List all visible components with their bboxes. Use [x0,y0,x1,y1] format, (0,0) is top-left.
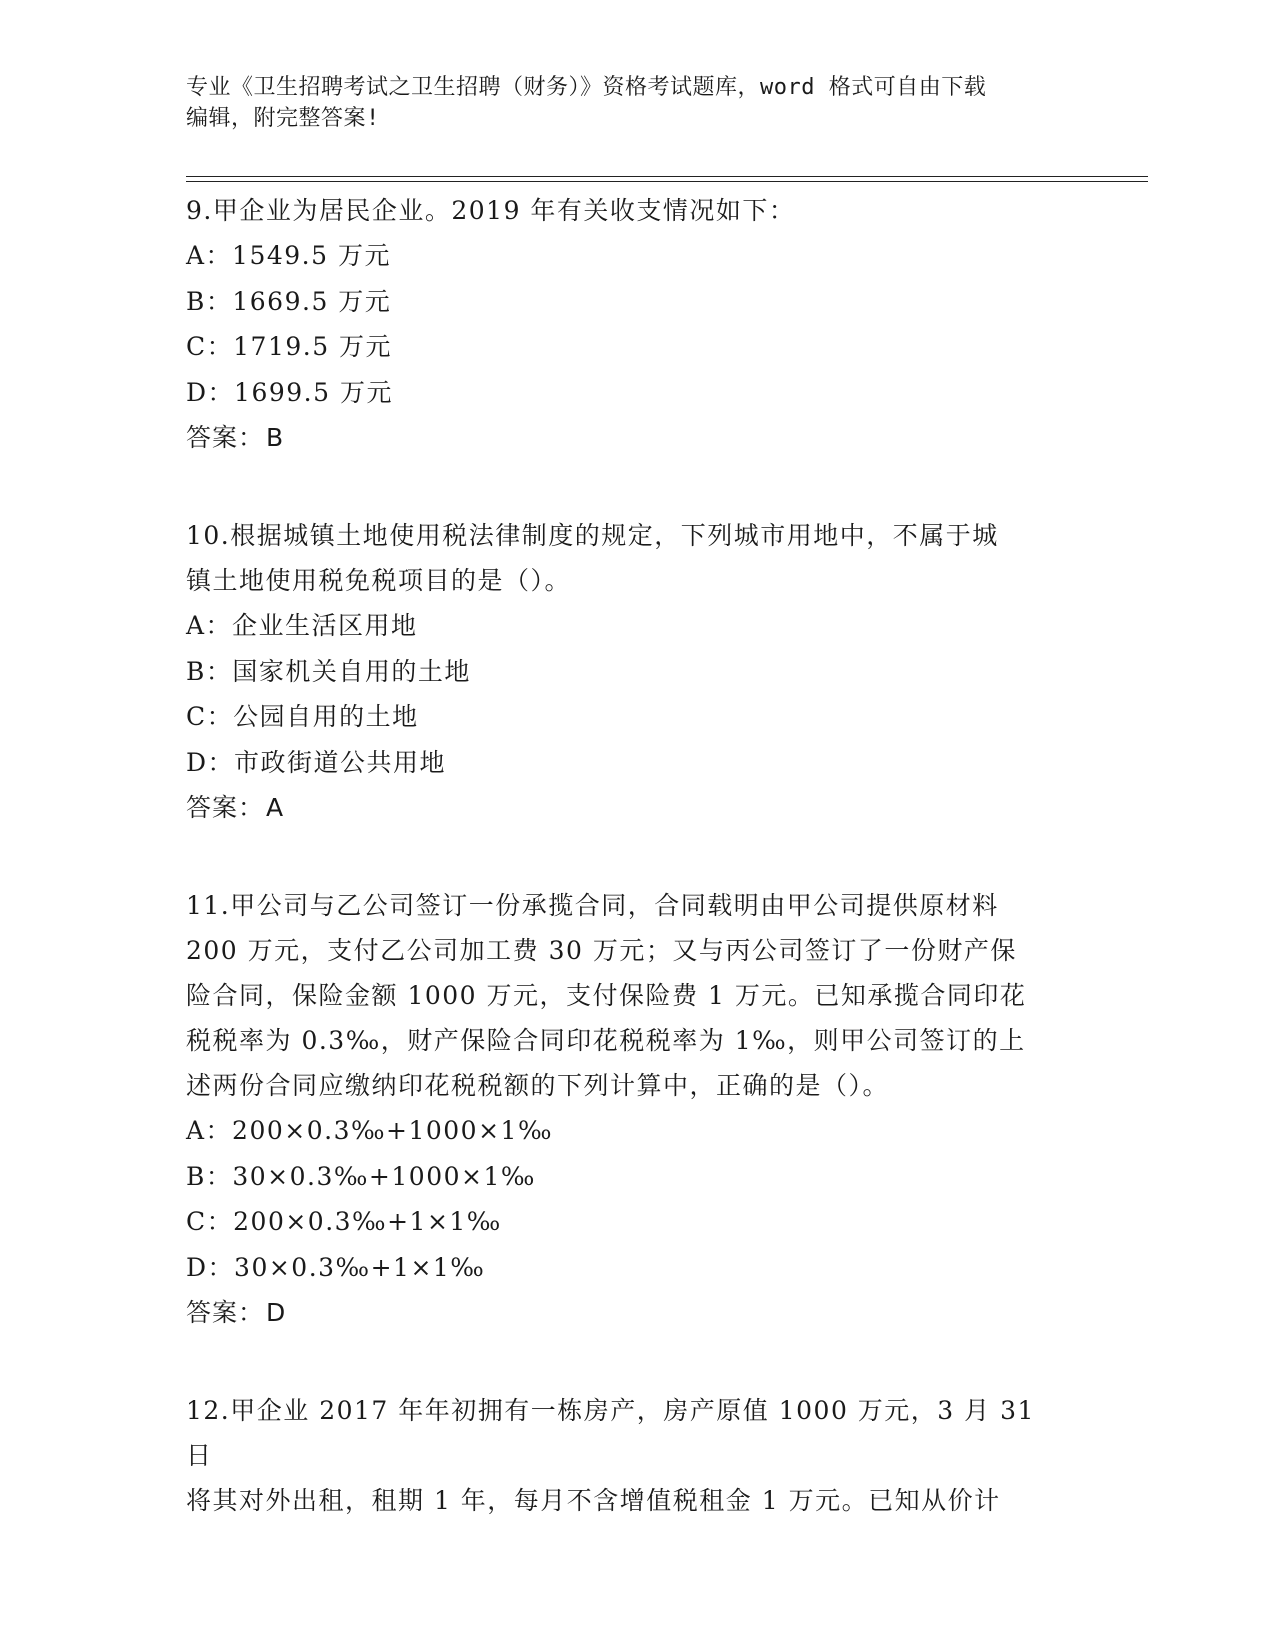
question-stem-line: 镇土地使用税免税项目的是（）。 [186,566,572,595]
answer-line [186,785,1066,830]
answer-value: D [266,1298,287,1327]
question-stem-line: 12.甲企业 2017 年年初拥有一栋房产，房产原值 1000 万元，3 月 31 日 [186,1396,1035,1470]
answer-line [186,415,1066,460]
option-b: B：国家机关自用的土地 [186,656,471,686]
option-d: D：市政街道公共用地 [186,747,447,777]
question-stem-line: 9.甲企业为居民企业。2019 年有关收支情况如下： [186,196,796,225]
option-a: A：200×0.3‰+1000×1‰ [186,1116,553,1145]
question-stem-line: 险合同，保险金额 1000 万元，支付保险费 1 万元。已知承揽合同印花 [186,981,1027,1010]
question-stem-line: 10.根据城镇土地使用税法律制度的规定，下列城市用地中，不属于城 [186,521,999,550]
header-line-2: 编辑，附完整答案! [186,106,380,131]
question-stem-line: 200 万元，支付乙公司加工费 30 万元；又与丙公司签订了一份财产保 [186,936,1017,965]
answer-label: 答案： [186,793,265,822]
header-divider-bottom [186,181,1148,182]
question-list [186,188,1066,1576]
answer-label: 答案： [186,1298,265,1327]
question-stem-line: 11.甲公司与乙公司签订一份承揽合同，合同载明由甲公司提供原材料 [186,891,999,920]
header-line-1: 专业《卫生招聘考试之卫生招聘（财务）》资格考试题库，word 格式可自由下载 [186,75,987,100]
option-b: B：1669.5 万元 [186,286,392,316]
answer-value: A [266,793,285,822]
question-stem-line: 税税率为 0.3‰，财产保险合同印花税税率为 1‰，则甲公司签订的上 [186,1026,1026,1055]
document-header [186,72,1066,134]
option-d: D：30×0.3‰+1×1‰ [186,1252,486,1282]
question-9 [186,188,1066,460]
question-stem-line: 述两份合同应缴纳印花税税额的下列计算中，正确的是（）。 [186,1071,890,1100]
question-10 [186,513,1066,830]
question-12 [186,1388,1066,1523]
option-a: A：企业生活区用地 [186,611,418,640]
header-divider-top [186,176,1148,177]
option-b: B：30×0.3‰+1000×1‰ [186,1161,536,1191]
option-a: A：1549.5 万元 [186,241,391,270]
option-c: C：1719.5 万元 [186,332,393,361]
question-11 [186,883,1066,1335]
answer-value: B [266,423,285,452]
option-d: D：1699.5 万元 [186,377,393,407]
answer-line [186,1290,1066,1335]
answer-label: 答案： [186,423,265,452]
option-c: C：200×0.3‰+1×1‰ [186,1207,502,1236]
option-c: C：公园自用的土地 [186,702,419,731]
question-stem-line: 将其对外出租，租期 1 年，每月不含增值税租金 1 万元。已知从价计 [186,1486,1001,1515]
